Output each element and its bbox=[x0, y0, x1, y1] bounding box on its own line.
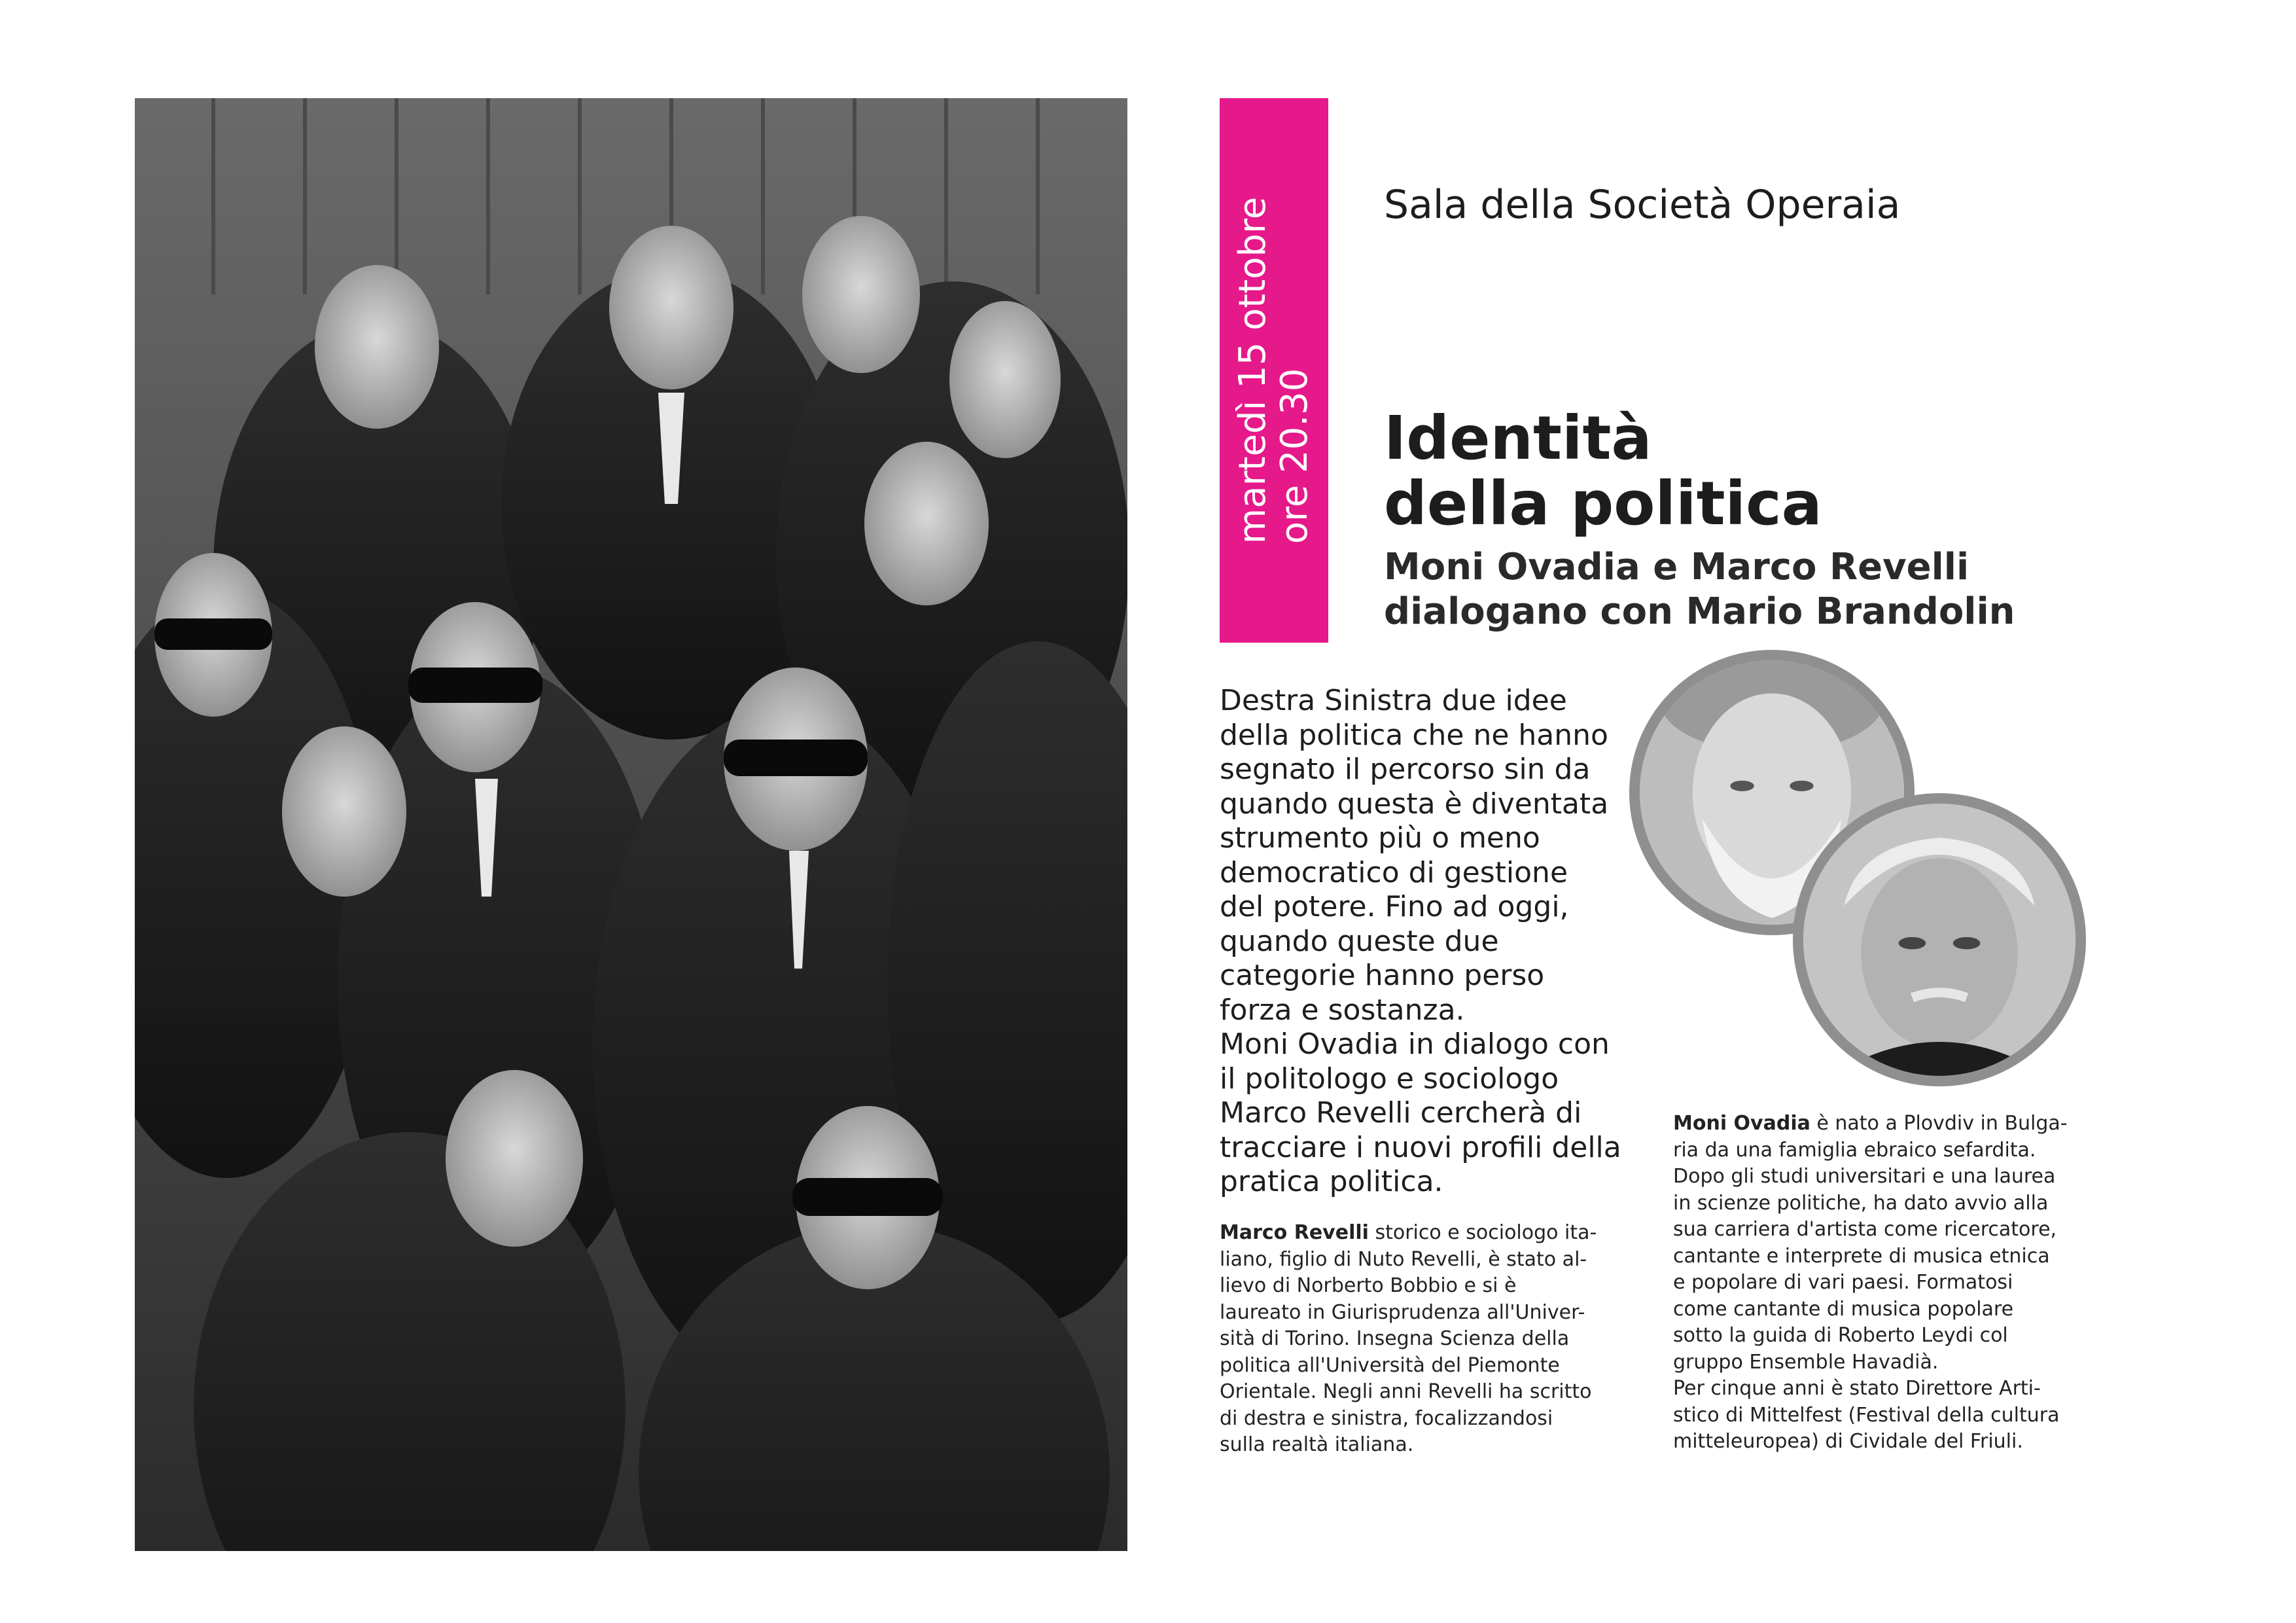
bio-line: storico e sociologo ita- bbox=[1368, 1221, 1597, 1244]
face-illustration bbox=[1803, 804, 2075, 1076]
intro-line: categorie hanno perso bbox=[1220, 959, 1545, 992]
subtitle-line: dialogano con Mario Brandolin bbox=[1384, 590, 2015, 633]
intro-line: il politologo e sociologo bbox=[1220, 1061, 1559, 1096]
bio-line: liano, figlio di Nuto Revelli, è stato al- bbox=[1220, 1247, 1587, 1271]
bio-line: mitteleuropea) di Cividale del Friuli. bbox=[1673, 1430, 2023, 1453]
intro-line: quando queste due bbox=[1220, 924, 1499, 958]
bio-line: è nato a Plovdiv in Bulga- bbox=[1810, 1112, 2068, 1135]
intro-line: pratica politica. bbox=[1220, 1165, 1443, 1198]
event-datetime bbox=[1232, 197, 1316, 544]
intro-line: democratico di gestione bbox=[1220, 855, 1568, 889]
bio-moni-ovadia bbox=[1673, 1111, 2092, 1455]
bio-line: Orientale. Negli anni Revelli ha scritto bbox=[1220, 1380, 1592, 1403]
intro-line: Moni Ovadia in dialogo con bbox=[1220, 1027, 1610, 1061]
event-title bbox=[1384, 403, 2038, 539]
photo-illustration bbox=[135, 98, 1127, 1551]
bio-line: sulla realtà italiana. bbox=[1220, 1433, 1414, 1456]
bio-line: e popolare di vari paesi. Formatosi bbox=[1673, 1271, 2013, 1294]
bio-line: sua carriera d'artista come ricercatore, bbox=[1673, 1218, 2057, 1241]
bio-line: stico di Mittelfest (Festival della cultura bbox=[1673, 1403, 2060, 1427]
event-subtitle bbox=[1384, 545, 2202, 634]
intro-line: forza e sostanza. bbox=[1220, 993, 1465, 1027]
bio-line: sotto la guida di Roberto Leydi col bbox=[1673, 1324, 2008, 1347]
bio-name: Marco Revelli bbox=[1220, 1221, 1369, 1244]
intro-line: della politica che ne hanno bbox=[1220, 718, 1608, 752]
cover-photo-blindfolded-politicians bbox=[135, 98, 1127, 1551]
intro-line: tracciare i nuovi profili della bbox=[1220, 1130, 1621, 1164]
date-band bbox=[1220, 98, 1328, 643]
bio-line: cantante e interprete di musica etnica bbox=[1673, 1244, 2050, 1268]
event-date: martedì 15 ottobre bbox=[1231, 196, 1274, 544]
event-time: ore 20.30 bbox=[1273, 368, 1316, 544]
intro-line: segnato il percorso sin da bbox=[1220, 753, 1591, 786]
venue-name: Sala della Società Operaia bbox=[1384, 182, 1901, 228]
bio-line: di destra e sinistra, focalizzandosi bbox=[1220, 1406, 1553, 1430]
bio-first-line bbox=[1220, 1220, 1629, 1247]
bio-line: sità di Torino. Insegna Scienza della bbox=[1220, 1327, 1570, 1350]
intro-line: Destra Sinistra due idee bbox=[1220, 684, 1567, 717]
title-line: Identità bbox=[1384, 403, 1652, 473]
portrait-marco-revelli bbox=[1793, 793, 2086, 1086]
intro-line: Marco Revelli cercherà di bbox=[1220, 1096, 1582, 1130]
bio-marco-revelli bbox=[1220, 1220, 1629, 1459]
bio-name: Moni Ovadia bbox=[1673, 1112, 1810, 1135]
bio-line: politica all'Università del Piemonte bbox=[1220, 1353, 1560, 1377]
bio-first-line bbox=[1673, 1111, 2092, 1137]
intro-line: strumento più o meno bbox=[1220, 821, 1540, 855]
bio-line: come cantante di musica popolare bbox=[1673, 1297, 2014, 1321]
bio-line: lievo di Norberto Bobbio e si è bbox=[1220, 1274, 1517, 1297]
bio-line: Per cinque anni è stato Direttore Arti- bbox=[1673, 1377, 2041, 1400]
intro-line: quando questa è diventata bbox=[1220, 787, 1609, 821]
subtitle-line: Moni Ovadia e Marco Revelli bbox=[1384, 546, 1969, 588]
bio-line: laureato in Giurisprudenza all'Univer- bbox=[1220, 1300, 1585, 1324]
title-line: della politica bbox=[1384, 469, 1822, 539]
intro-line: del potere. Fino ad oggi, bbox=[1220, 890, 1569, 923]
bio-line: in scienze politiche, ha dato avvio alla bbox=[1673, 1191, 2049, 1215]
bio-line: gruppo Ensemble Havadià. bbox=[1673, 1350, 1939, 1374]
bio-line: ria da una famiglia ebraico sefardita. bbox=[1673, 1138, 2036, 1162]
bio-line: Dopo gli studi universitari e una laurea bbox=[1673, 1165, 2056, 1188]
